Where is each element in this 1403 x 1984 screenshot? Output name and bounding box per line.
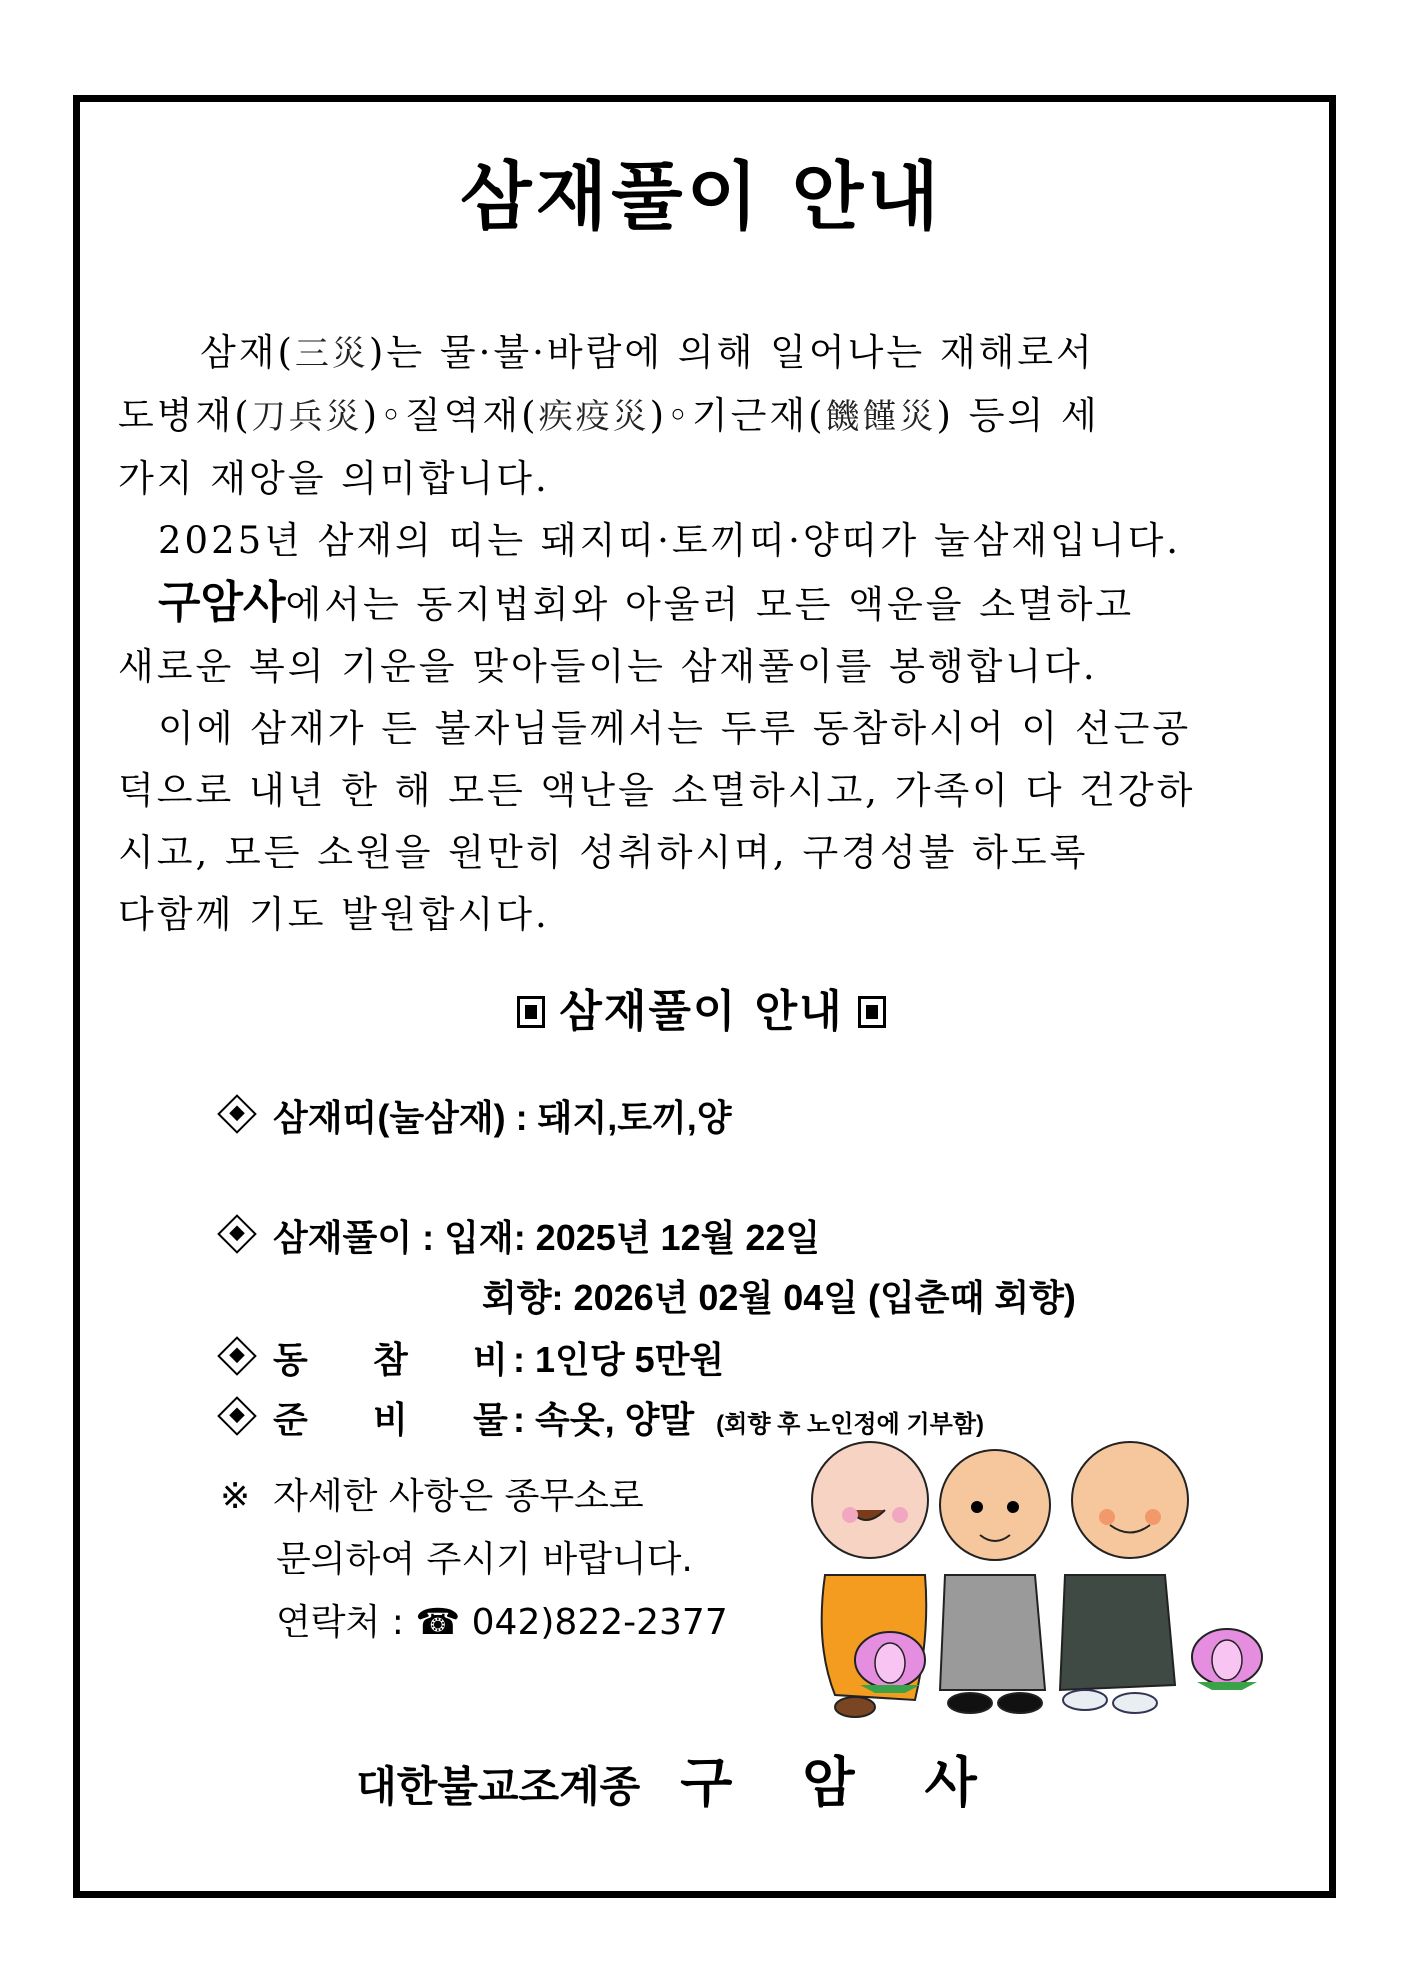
section-title [0,975,1403,1039]
info-row-zodiac [215,1090,732,1141]
diamond-bullet-icon [217,1214,257,1254]
text: 삼재( [200,331,295,374]
label-char: 비 [473,1339,508,1380]
info-value: 속옷, 양말 [535,1399,695,1440]
text: ) 등의 세 [936,394,1100,437]
contact-line-2: 문의하여 주시기 바랍니다. [276,1539,693,1580]
label-char: 참 [373,1339,408,1380]
hanja-text: 三災 [294,334,369,374]
intro-line-2 [118,385,1298,448]
info-row-ritual-end: 회향: 2026년 02월 04일 (입춘때 회향) [482,1277,1076,1318]
hanja-text: 饑饉災 [825,397,937,437]
intro-line-4: 2025년 삼재의 띠는 돼지띠·토끼띠·양띠가 눌삼재입니다. [158,519,1182,562]
hanja-text: 刀兵災 [251,397,363,437]
info-label [273,1392,508,1443]
intro-line-1 [118,322,1298,385]
text: 도병재( [118,394,252,437]
info-value-start: 입재: 2025년 12월 22일 [444,1217,821,1258]
intro-line-9: 시고, 모든 소원을 원만히 성취하시며, 구경성불 하도록 [118,831,1089,874]
temple-name: 구암사 [158,577,286,628]
label-char: 준 [273,1399,308,1440]
boxed-square-icon [517,996,545,1028]
intro-line-7: 이에 삼재가 든 불자님들께서는 두루 동참하시어 이 선근공 [158,707,1192,750]
info-row-fee [215,1332,724,1383]
section-title-text: 삼재풀이 안내 [559,986,844,1037]
lotus-icon [1192,1629,1262,1690]
intro-line-10: 다함께 기도 발원합시다. [118,893,550,936]
text: )◦기근재( [649,394,826,437]
reference-mark-icon: ※ [220,1476,251,1517]
boxed-square-icon [858,996,886,1028]
footer-signature [0,1740,1403,1817]
buddhist-order-name: 대한불교조계종 [356,1762,641,1811]
separator: : [422,1217,435,1258]
diamond-bullet-icon [217,1336,257,1376]
intro-line-3: 가지 재앙을 의미합니다. [118,457,550,500]
label-char: 비 [373,1399,408,1440]
separator: : [515,1097,528,1138]
contact-line-1 [220,1465,728,1528]
diamond-bullet-icon [217,1396,257,1436]
contact-block [220,1465,728,1654]
intro-text [118,322,1298,946]
info-label: 삼재띠(눌삼재) [273,1097,506,1138]
info-note: (회향 후 노인정에 기부함) [716,1411,984,1438]
text: )◦질역재( [362,394,539,437]
label-char: 물 [473,1399,508,1440]
phone-number: 042)822-2377 [471,1602,728,1643]
intro-line-8: 덕으로 내년 한 해 모든 액난을 소멸하시고, 가족이 다 건강하 [118,769,1196,812]
info-row-ritual [215,1210,820,1261]
monks-illustration [795,1425,1275,1725]
label-char: 동 [273,1339,308,1380]
text: )는 물·불·바람에 의해 일어나는 재해로서 [368,331,1095,374]
info-label: 삼재풀이 [273,1217,413,1258]
intro-line-5 [118,572,1298,636]
diamond-bullet-icon [217,1094,257,1134]
separator: : [513,1339,526,1380]
telephone-icon: ☎ [415,1602,461,1643]
contact-line-3 [220,1591,728,1654]
temple-name: 구암사 [680,1751,1047,1814]
info-value: 돼지,토끼,양 [537,1097,732,1138]
hanja-text: 疾疫災 [538,397,650,437]
intro-line-6: 새로운 복의 기운을 맞아들이는 삼재풀이를 봉행합니다. [118,645,1098,688]
info-value: 1인당 5만원 [535,1339,725,1380]
separator: : [513,1399,526,1440]
page-title: 삼재풀이 안내 [460,154,943,240]
info-label [273,1332,508,1383]
text: 에서는 동지법회와 아울러 모든 액운을 소멸하고 [285,583,1135,626]
contact-label: 연락처 : [276,1602,404,1643]
text: 자세한 사항은 종무소로 [273,1476,644,1517]
